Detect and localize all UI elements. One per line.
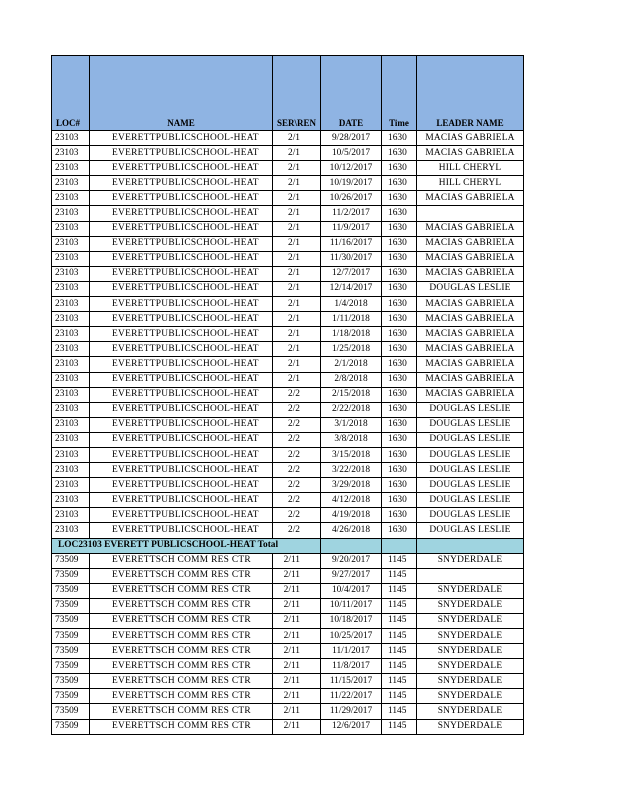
cell-leader-name: MACIAS GABRIELA bbox=[417, 387, 524, 402]
cell-date: 11/15/2017 bbox=[321, 674, 382, 689]
table-row bbox=[52, 417, 524, 432]
cell-ser-ren: 2/11 bbox=[273, 659, 321, 674]
cell-leader-name: MACIAS GABRIELA bbox=[417, 191, 524, 206]
cell-time: 1630 bbox=[382, 523, 417, 538]
total-row bbox=[52, 538, 524, 553]
cell-name: EVERETTSCH COMM RES CTR bbox=[90, 553, 273, 568]
cell-loc: 23103 bbox=[52, 206, 90, 221]
cell-time: 1630 bbox=[382, 266, 417, 281]
cell-date: 9/27/2017 bbox=[321, 568, 382, 583]
cell-time: 1145 bbox=[382, 629, 417, 644]
cell-date: 12/14/2017 bbox=[321, 281, 382, 296]
table-row bbox=[52, 493, 524, 508]
cell-date: 10/4/2017 bbox=[321, 583, 382, 598]
table-row bbox=[52, 372, 524, 387]
cell-name: EVERETTPUBLICSCHOOL-HEAT bbox=[90, 447, 273, 462]
cell-leader-name: DOUGLAS LESLIE bbox=[417, 432, 524, 447]
cell-date: 11/9/2017 bbox=[321, 221, 382, 236]
cell-loc: 23103 bbox=[52, 221, 90, 236]
cell-loc: 23103 bbox=[52, 161, 90, 176]
cell-ser-ren: 2/1 bbox=[273, 221, 321, 236]
cell-name: EVERETTPUBLICSCHOOL-HEAT bbox=[90, 146, 273, 161]
cell-name: EVERETTPUBLICSCHOOL-HEAT bbox=[90, 432, 273, 447]
table-row bbox=[52, 432, 524, 447]
cell-date: 12/7/2017 bbox=[321, 266, 382, 281]
cell-date: 10/25/2017 bbox=[321, 629, 382, 644]
cell-date: 10/5/2017 bbox=[321, 146, 382, 161]
table-row bbox=[52, 704, 524, 719]
cell-leader-name: SNYDERDALE bbox=[417, 583, 524, 598]
header-name: NAME bbox=[90, 56, 273, 131]
cell-loc: 23103 bbox=[52, 478, 90, 493]
cell-leader-name: HILL CHERYL bbox=[417, 161, 524, 176]
cell-leader-name: MACIAS GABRIELA bbox=[417, 266, 524, 281]
cell-time: 1630 bbox=[382, 478, 417, 493]
cell-loc: 23103 bbox=[52, 312, 90, 327]
cell-date: 11/22/2017 bbox=[321, 689, 382, 704]
cell-loc: 23103 bbox=[52, 281, 90, 296]
table-row bbox=[52, 447, 524, 462]
table-row bbox=[52, 478, 524, 493]
cell-ser-ren: 2/2 bbox=[273, 447, 321, 462]
table-row bbox=[52, 402, 524, 417]
total-cell-date bbox=[321, 538, 382, 553]
schedule-table bbox=[51, 55, 524, 735]
cell-date: 3/15/2018 bbox=[321, 447, 382, 462]
cell-ser-ren: 2/11 bbox=[273, 553, 321, 568]
cell-loc: 23103 bbox=[52, 357, 90, 372]
cell-time: 1630 bbox=[382, 131, 417, 146]
cell-loc: 73509 bbox=[52, 553, 90, 568]
cell-leader-name: DOUGLAS LESLIE bbox=[417, 281, 524, 296]
cell-name: EVERETTSCH COMM RES CTR bbox=[90, 583, 273, 598]
cell-date: 9/20/2017 bbox=[321, 553, 382, 568]
cell-time: 1630 bbox=[382, 251, 417, 266]
cell-date: 11/8/2017 bbox=[321, 659, 382, 674]
cell-name: EVERETTSCH COMM RES CTR bbox=[90, 719, 273, 734]
cell-leader-name bbox=[417, 206, 524, 221]
cell-date: 10/11/2017 bbox=[321, 598, 382, 613]
cell-leader-name: MACIAS GABRIELA bbox=[417, 372, 524, 387]
cell-name: EVERETTSCH COMM RES CTR bbox=[90, 689, 273, 704]
table-row bbox=[52, 508, 524, 523]
cell-time: 1630 bbox=[382, 372, 417, 387]
cell-leader-name: DOUGLAS LESLIE bbox=[417, 478, 524, 493]
group-23103-total bbox=[52, 538, 524, 553]
cell-ser-ren: 2/1 bbox=[273, 357, 321, 372]
group-23103-rows bbox=[52, 131, 524, 539]
table-row bbox=[52, 251, 524, 266]
cell-name: EVERETTSCH COMM RES CTR bbox=[90, 568, 273, 583]
table-row bbox=[52, 659, 524, 674]
cell-loc: 23103 bbox=[52, 191, 90, 206]
cell-time: 1630 bbox=[382, 206, 417, 221]
header-date: DATE bbox=[321, 56, 382, 131]
table-row bbox=[52, 266, 524, 281]
header-leader-name: LEADER NAME bbox=[417, 56, 524, 131]
cell-leader-name: MACIAS GABRIELA bbox=[417, 342, 524, 357]
cell-leader-name bbox=[417, 568, 524, 583]
cell-ser-ren: 2/11 bbox=[273, 644, 321, 659]
cell-name: EVERETTPUBLICSCHOOL-HEAT bbox=[90, 493, 273, 508]
cell-loc: 23103 bbox=[52, 463, 90, 478]
cell-loc: 73509 bbox=[52, 598, 90, 613]
cell-date: 10/26/2017 bbox=[321, 191, 382, 206]
cell-date: 3/1/2018 bbox=[321, 417, 382, 432]
cell-time: 1630 bbox=[382, 191, 417, 206]
cell-time: 1630 bbox=[382, 493, 417, 508]
cell-name: EVERETTSCH COMM RES CTR bbox=[90, 629, 273, 644]
cell-loc: 73509 bbox=[52, 719, 90, 734]
cell-loc: 23103 bbox=[52, 342, 90, 357]
cell-date: 11/29/2017 bbox=[321, 704, 382, 719]
cell-ser-ren: 2/1 bbox=[273, 266, 321, 281]
cell-time: 1630 bbox=[382, 387, 417, 402]
header-time: Time bbox=[382, 56, 417, 131]
cell-loc: 23103 bbox=[52, 236, 90, 251]
cell-loc: 73509 bbox=[52, 568, 90, 583]
cell-ser-ren: 2/1 bbox=[273, 342, 321, 357]
cell-loc: 23103 bbox=[52, 131, 90, 146]
cell-ser-ren: 2/11 bbox=[273, 583, 321, 598]
cell-time: 1145 bbox=[382, 689, 417, 704]
cell-ser-ren: 2/2 bbox=[273, 478, 321, 493]
cell-date: 2/22/2018 bbox=[321, 402, 382, 417]
cell-time: 1630 bbox=[382, 176, 417, 191]
cell-name: EVERETTPUBLICSCHOOL-HEAT bbox=[90, 357, 273, 372]
cell-date: 2/8/2018 bbox=[321, 372, 382, 387]
cell-date: 11/1/2017 bbox=[321, 644, 382, 659]
cell-name: EVERETTPUBLICSCHOOL-HEAT bbox=[90, 236, 273, 251]
cell-time: 1145 bbox=[382, 659, 417, 674]
cell-ser-ren: 2/2 bbox=[273, 508, 321, 523]
cell-leader-name: MACIAS GABRIELA bbox=[417, 327, 524, 342]
cell-time: 1145 bbox=[382, 598, 417, 613]
cell-name: EVERETTPUBLICSCHOOL-HEAT bbox=[90, 221, 273, 236]
cell-loc: 73509 bbox=[52, 644, 90, 659]
cell-ser-ren: 2/1 bbox=[273, 176, 321, 191]
cell-time: 1145 bbox=[382, 644, 417, 659]
cell-time: 1630 bbox=[382, 508, 417, 523]
cell-time: 1630 bbox=[382, 236, 417, 251]
cell-ser-ren: 2/1 bbox=[273, 146, 321, 161]
cell-ser-ren: 2/1 bbox=[273, 236, 321, 251]
table-row bbox=[52, 598, 524, 613]
cell-leader-name: MACIAS GABRIELA bbox=[417, 131, 524, 146]
cell-date: 12/6/2017 bbox=[321, 719, 382, 734]
cell-ser-ren: 2/2 bbox=[273, 387, 321, 402]
cell-ser-ren: 2/11 bbox=[273, 598, 321, 613]
cell-loc: 23103 bbox=[52, 327, 90, 342]
cell-name: EVERETTPUBLICSCHOOL-HEAT bbox=[90, 508, 273, 523]
cell-leader-name: SNYDERDALE bbox=[417, 659, 524, 674]
cell-loc: 23103 bbox=[52, 508, 90, 523]
cell-time: 1145 bbox=[382, 568, 417, 583]
cell-ser-ren: 2/11 bbox=[273, 568, 321, 583]
cell-leader-name: DOUGLAS LESLIE bbox=[417, 508, 524, 523]
cell-date: 11/16/2017 bbox=[321, 236, 382, 251]
cell-name: EVERETTPUBLICSCHOOL-HEAT bbox=[90, 131, 273, 146]
cell-time: 1630 bbox=[382, 342, 417, 357]
table-row bbox=[52, 719, 524, 734]
cell-loc: 23103 bbox=[52, 176, 90, 191]
total-label: LOC23103 EVERETT PUBLICSCHOOL-HEAT Total bbox=[52, 538, 321, 553]
cell-leader-name: DOUGLAS LESLIE bbox=[417, 523, 524, 538]
cell-name: EVERETTPUBLICSCHOOL-HEAT bbox=[90, 387, 273, 402]
cell-name: EVERETTPUBLICSCHOOL-HEAT bbox=[90, 266, 273, 281]
cell-loc: 23103 bbox=[52, 523, 90, 538]
cell-leader-name: SNYDERDALE bbox=[417, 689, 524, 704]
cell-name: EVERETTSCH COMM RES CTR bbox=[90, 704, 273, 719]
cell-time: 1630 bbox=[382, 432, 417, 447]
cell-ser-ren: 2/2 bbox=[273, 523, 321, 538]
cell-ser-ren: 2/1 bbox=[273, 131, 321, 146]
table-row bbox=[52, 176, 524, 191]
header-ser-ren: SER\REN bbox=[273, 56, 321, 131]
cell-time: 1630 bbox=[382, 463, 417, 478]
cell-ser-ren: 2/11 bbox=[273, 613, 321, 628]
cell-ser-ren: 2/2 bbox=[273, 417, 321, 432]
cell-time: 1630 bbox=[382, 297, 417, 312]
table-row bbox=[52, 161, 524, 176]
cell-loc: 23103 bbox=[52, 447, 90, 462]
cell-date: 3/29/2018 bbox=[321, 478, 382, 493]
cell-ser-ren: 2/11 bbox=[273, 719, 321, 734]
cell-leader-name: HILL CHERYL bbox=[417, 176, 524, 191]
cell-date: 10/18/2017 bbox=[321, 613, 382, 628]
table-row bbox=[52, 553, 524, 568]
cell-name: EVERETTPUBLICSCHOOL-HEAT bbox=[90, 372, 273, 387]
cell-ser-ren: 2/1 bbox=[273, 327, 321, 342]
cell-ser-ren: 2/2 bbox=[273, 402, 321, 417]
cell-ser-ren: 2/2 bbox=[273, 432, 321, 447]
cell-name: EVERETTPUBLICSCHOOL-HEAT bbox=[90, 206, 273, 221]
cell-name: EVERETTPUBLICSCHOOL-HEAT bbox=[90, 478, 273, 493]
cell-time: 1630 bbox=[382, 447, 417, 462]
cell-time: 1145 bbox=[382, 583, 417, 598]
cell-leader-name: DOUGLAS LESLIE bbox=[417, 463, 524, 478]
cell-name: EVERETTSCH COMM RES CTR bbox=[90, 674, 273, 689]
cell-time: 1630 bbox=[382, 146, 417, 161]
cell-loc: 23103 bbox=[52, 297, 90, 312]
cell-name: EVERETTPUBLICSCHOOL-HEAT bbox=[90, 251, 273, 266]
total-cell-leader bbox=[417, 538, 524, 553]
header-row bbox=[52, 56, 524, 131]
cell-loc: 23103 bbox=[52, 402, 90, 417]
cell-time: 1145 bbox=[382, 674, 417, 689]
cell-ser-ren: 2/1 bbox=[273, 372, 321, 387]
cell-loc: 23103 bbox=[52, 266, 90, 281]
cell-ser-ren: 2/1 bbox=[273, 297, 321, 312]
cell-leader-name: MACIAS GABRIELA bbox=[417, 312, 524, 327]
cell-date: 4/26/2018 bbox=[321, 523, 382, 538]
cell-name: EVERETTPUBLICSCHOOL-HEAT bbox=[90, 402, 273, 417]
cell-ser-ren: 2/1 bbox=[273, 312, 321, 327]
header-loc: LOC# bbox=[52, 56, 90, 131]
cell-leader-name: SNYDERDALE bbox=[417, 553, 524, 568]
cell-leader-name: MACIAS GABRIELA bbox=[417, 251, 524, 266]
table-row bbox=[52, 297, 524, 312]
table-row bbox=[52, 327, 524, 342]
table-row bbox=[52, 689, 524, 704]
cell-ser-ren: 2/1 bbox=[273, 251, 321, 266]
cell-leader-name: SNYDERDALE bbox=[417, 613, 524, 628]
cell-loc: 23103 bbox=[52, 251, 90, 266]
cell-leader-name: DOUGLAS LESLIE bbox=[417, 417, 524, 432]
cell-ser-ren: 2/11 bbox=[273, 674, 321, 689]
cell-ser-ren: 2/11 bbox=[273, 629, 321, 644]
cell-date: 11/2/2017 bbox=[321, 206, 382, 221]
table-row bbox=[52, 191, 524, 206]
cell-name: EVERETTPUBLICSCHOOL-HEAT bbox=[90, 312, 273, 327]
table-row bbox=[52, 236, 524, 251]
cell-name: EVERETTSCH COMM RES CTR bbox=[90, 659, 273, 674]
cell-leader-name: DOUGLAS LESLIE bbox=[417, 402, 524, 417]
cell-date: 2/1/2018 bbox=[321, 357, 382, 372]
cell-ser-ren: 2/2 bbox=[273, 493, 321, 508]
total-cell-time bbox=[382, 538, 417, 553]
group-73509-rows bbox=[52, 553, 524, 734]
cell-name: EVERETTPUBLICSCHOOL-HEAT bbox=[90, 281, 273, 296]
cell-name: EVERETTPUBLICSCHOOL-HEAT bbox=[90, 161, 273, 176]
table-row bbox=[52, 281, 524, 296]
cell-date: 4/19/2018 bbox=[321, 508, 382, 523]
cell-name: EVERETTPUBLICSCHOOL-HEAT bbox=[90, 342, 273, 357]
cell-loc: 23103 bbox=[52, 432, 90, 447]
table-row bbox=[52, 342, 524, 357]
cell-time: 1630 bbox=[382, 417, 417, 432]
cell-ser-ren: 2/1 bbox=[273, 281, 321, 296]
table-row bbox=[52, 523, 524, 538]
cell-leader-name: MACIAS GABRIELA bbox=[417, 297, 524, 312]
cell-leader-name: MACIAS GABRIELA bbox=[417, 221, 524, 236]
cell-ser-ren: 2/1 bbox=[273, 161, 321, 176]
cell-leader-name: MACIAS GABRIELA bbox=[417, 146, 524, 161]
cell-loc: 73509 bbox=[52, 704, 90, 719]
table-row bbox=[52, 206, 524, 221]
cell-time: 1630 bbox=[382, 221, 417, 236]
cell-time: 1145 bbox=[382, 613, 417, 628]
table-row bbox=[52, 312, 524, 327]
cell-time: 1630 bbox=[382, 357, 417, 372]
cell-date: 1/11/2018 bbox=[321, 312, 382, 327]
cell-date: 10/19/2017 bbox=[321, 176, 382, 191]
cell-loc: 73509 bbox=[52, 659, 90, 674]
cell-time: 1630 bbox=[382, 281, 417, 296]
cell-name: EVERETTSCH COMM RES CTR bbox=[90, 644, 273, 659]
cell-time: 1630 bbox=[382, 402, 417, 417]
cell-time: 1145 bbox=[382, 704, 417, 719]
cell-loc: 73509 bbox=[52, 583, 90, 598]
cell-leader-name: SNYDERDALE bbox=[417, 629, 524, 644]
cell-loc: 23103 bbox=[52, 146, 90, 161]
table-row bbox=[52, 583, 524, 598]
cell-leader-name: SNYDERDALE bbox=[417, 644, 524, 659]
table-row bbox=[52, 613, 524, 628]
cell-time: 1630 bbox=[382, 161, 417, 176]
cell-name: EVERETTPUBLICSCHOOL-HEAT bbox=[90, 523, 273, 538]
cell-ser-ren: 2/2 bbox=[273, 463, 321, 478]
table-row bbox=[52, 357, 524, 372]
cell-ser-ren: 2/1 bbox=[273, 206, 321, 221]
table-row bbox=[52, 131, 524, 146]
cell-leader-name: SNYDERDALE bbox=[417, 719, 524, 734]
cell-name: EVERETTPUBLICSCHOOL-HEAT bbox=[90, 176, 273, 191]
cell-loc: 23103 bbox=[52, 387, 90, 402]
cell-date: 1/18/2018 bbox=[321, 327, 382, 342]
cell-date: 2/15/2018 bbox=[321, 387, 382, 402]
cell-date: 1/4/2018 bbox=[321, 297, 382, 312]
cell-name: EVERETTPUBLICSCHOOL-HEAT bbox=[90, 191, 273, 206]
cell-loc: 73509 bbox=[52, 613, 90, 628]
table-row bbox=[52, 629, 524, 644]
cell-name: EVERETTSCH COMM RES CTR bbox=[90, 598, 273, 613]
cell-leader-name: SNYDERDALE bbox=[417, 674, 524, 689]
cell-date: 1/25/2018 bbox=[321, 342, 382, 357]
cell-loc: 23103 bbox=[52, 417, 90, 432]
cell-leader-name: MACIAS GABRIELA bbox=[417, 357, 524, 372]
cell-name: EVERETTPUBLICSCHOOL-HEAT bbox=[90, 327, 273, 342]
cell-loc: 73509 bbox=[52, 689, 90, 704]
table-row bbox=[52, 674, 524, 689]
table-row bbox=[52, 221, 524, 236]
cell-time: 1630 bbox=[382, 312, 417, 327]
cell-name: EVERETTSCH COMM RES CTR bbox=[90, 613, 273, 628]
cell-time: 1145 bbox=[382, 719, 417, 734]
cell-loc: 73509 bbox=[52, 629, 90, 644]
cell-loc: 23103 bbox=[52, 372, 90, 387]
table-row bbox=[52, 568, 524, 583]
cell-ser-ren: 2/11 bbox=[273, 689, 321, 704]
table-row bbox=[52, 146, 524, 161]
cell-loc: 23103 bbox=[52, 493, 90, 508]
cell-leader-name: MACIAS GABRIELA bbox=[417, 236, 524, 251]
cell-leader-name: DOUGLAS LESLIE bbox=[417, 493, 524, 508]
table-row bbox=[52, 463, 524, 478]
cell-leader-name: SNYDERDALE bbox=[417, 598, 524, 613]
cell-leader-name: SNYDERDALE bbox=[417, 704, 524, 719]
cell-date: 3/22/2018 bbox=[321, 463, 382, 478]
cell-date: 3/8/2018 bbox=[321, 432, 382, 447]
cell-date: 10/12/2017 bbox=[321, 161, 382, 176]
cell-date: 4/12/2018 bbox=[321, 493, 382, 508]
cell-leader-name: DOUGLAS LESLIE bbox=[417, 447, 524, 462]
cell-ser-ren: 2/11 bbox=[273, 704, 321, 719]
table-row bbox=[52, 644, 524, 659]
cell-date: 11/30/2017 bbox=[321, 251, 382, 266]
cell-time: 1630 bbox=[382, 327, 417, 342]
cell-date: 9/28/2017 bbox=[321, 131, 382, 146]
cell-time: 1145 bbox=[382, 553, 417, 568]
cell-name: EVERETTPUBLICSCHOOL-HEAT bbox=[90, 417, 273, 432]
cell-name: EVERETTPUBLICSCHOOL-HEAT bbox=[90, 297, 273, 312]
cell-name: EVERETTPUBLICSCHOOL-HEAT bbox=[90, 463, 273, 478]
cell-loc: 73509 bbox=[52, 674, 90, 689]
table-row bbox=[52, 387, 524, 402]
cell-ser-ren: 2/1 bbox=[273, 191, 321, 206]
